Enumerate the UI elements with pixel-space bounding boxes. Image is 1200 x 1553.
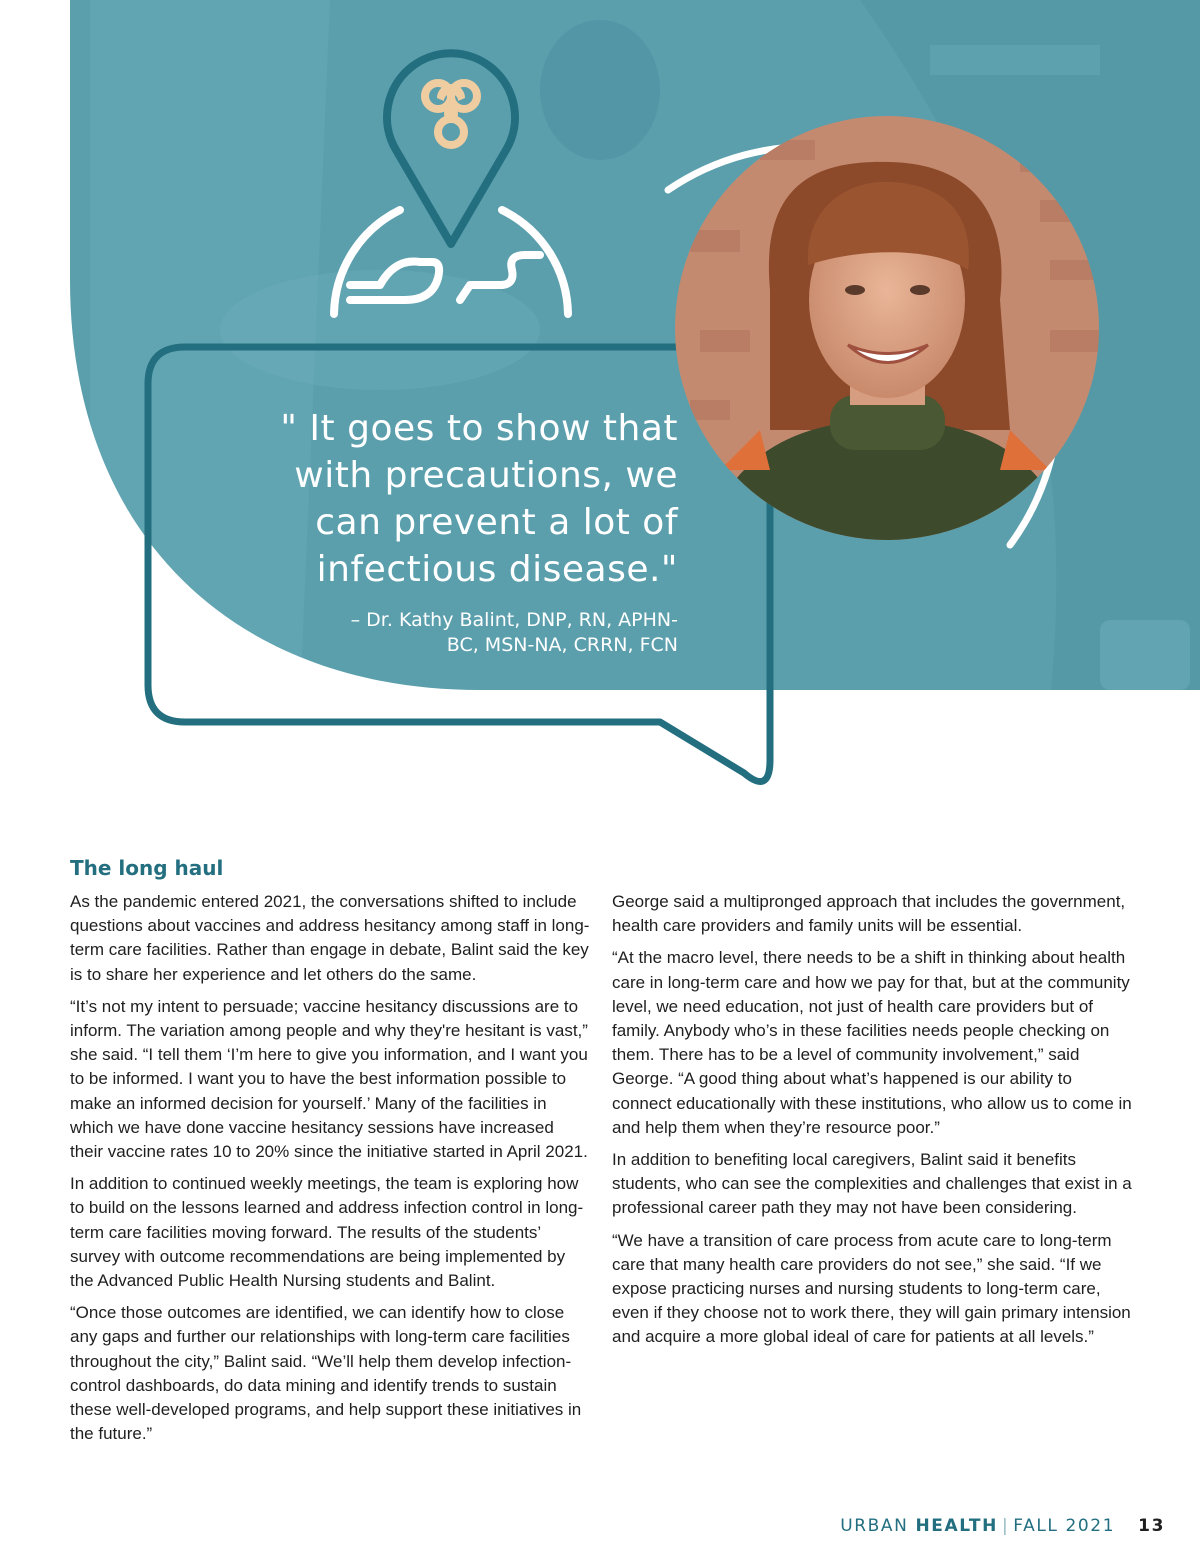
section-heading: The long haul <box>70 856 224 880</box>
article-column-right <box>612 890 1132 1358</box>
issue-label: FALL 2021 <box>1013 1516 1116 1536</box>
page-number: 13 <box>1138 1516 1165 1536</box>
pull-quote <box>150 405 678 593</box>
paragraph: “We have a transition of care process from acute care to long-term care that many health care providers do not see,” she said. “If we expose practicing nurses and nursing students to long-term care, even if they choose not to work there, they will gain primary intension and acquire a more global ideal of care for patients at all levels.” <box>612 1230 1131 1347</box>
paragraph: “At the macro level, there needs to be a shift in thinking about health care in long-term care and how we pay for that, but at the community level, we need education, not just of health care providers but of family. Anybody who’s in these facilities needs people checking on them. There has to be a level of community involvement,” said George. “A good thing about what’s happened is our ability to connect educationally with these institutions, who allow us to come in and help them when they’re resource poor.” <box>612 948 1132 1137</box>
publication-name-bold: HEALTH <box>915 1516 998 1536</box>
paragraph: “Once those outcomes are identified, we can identify how to close any gaps and further our relationships with long-term care facilities throughout the city,” Balint said. “We’ll help them develop infection-control dashboards, do data mining and identify trends to sustain these well-developed programs, and help support these initiatives in the future.” <box>70 1303 582 1444</box>
quote-line: can prevent a lot of <box>315 502 678 543</box>
attribution-line: – Dr. Kathy Balint, DNP, RN, APHN- <box>350 609 678 631</box>
paragraph: In addition to continued weekly meetings, the team is exploring how to build on the lessons learned and address infection control in long-term care facilities moving forward. The results of the students’ survey with outcome recommendations are being implemented by the Advanced Public Health Nursing students and Balint. <box>70 1174 584 1291</box>
quote-line: infectious disease." <box>316 549 678 590</box>
article-column-left <box>70 890 590 1454</box>
paragraph: In addition to benefiting local caregivers, Balint said it benefits students, who can see the complexities and challenges that exist in a professional career path they may not have been considering. <box>612 1150 1132 1218</box>
quote-attribution <box>270 608 678 658</box>
quote-line: with precautions, we <box>294 455 678 496</box>
publication-name-light: URBAN <box>840 1516 909 1536</box>
page-footer <box>840 1516 1165 1536</box>
quote-line: " It goes to show that <box>280 408 678 449</box>
footer-separator: | <box>1001 1516 1010 1536</box>
paragraph: As the pandemic entered 2021, the conversations shifted to include questions about vaccines and address hesitancy among staff in long-term care facilities. Rather than engage in debate, Balint said the key is to share her experience and let others do the same. <box>70 892 590 984</box>
paragraph: George said a multipronged approach that includes the government, health care providers and family units will be essential. <box>612 892 1126 936</box>
attribution-line: BC, MSN-NA, CRRN, FCN <box>446 634 678 656</box>
paragraph: “It’s not my intent to persuade; vaccine hesitancy discussions are to inform. The variation among people and why they're hesitant is vast,” she said. “I tell them ‘I’m here to give you information, and I want you to be informed. I want you to have the best information possible to make an informed decision for yourself.’ Many of the facilities in which we have done vaccine hesitancy sessions have increased their vaccine rates 10 to 20% since the initiative started in April 2021. <box>70 996 588 1162</box>
